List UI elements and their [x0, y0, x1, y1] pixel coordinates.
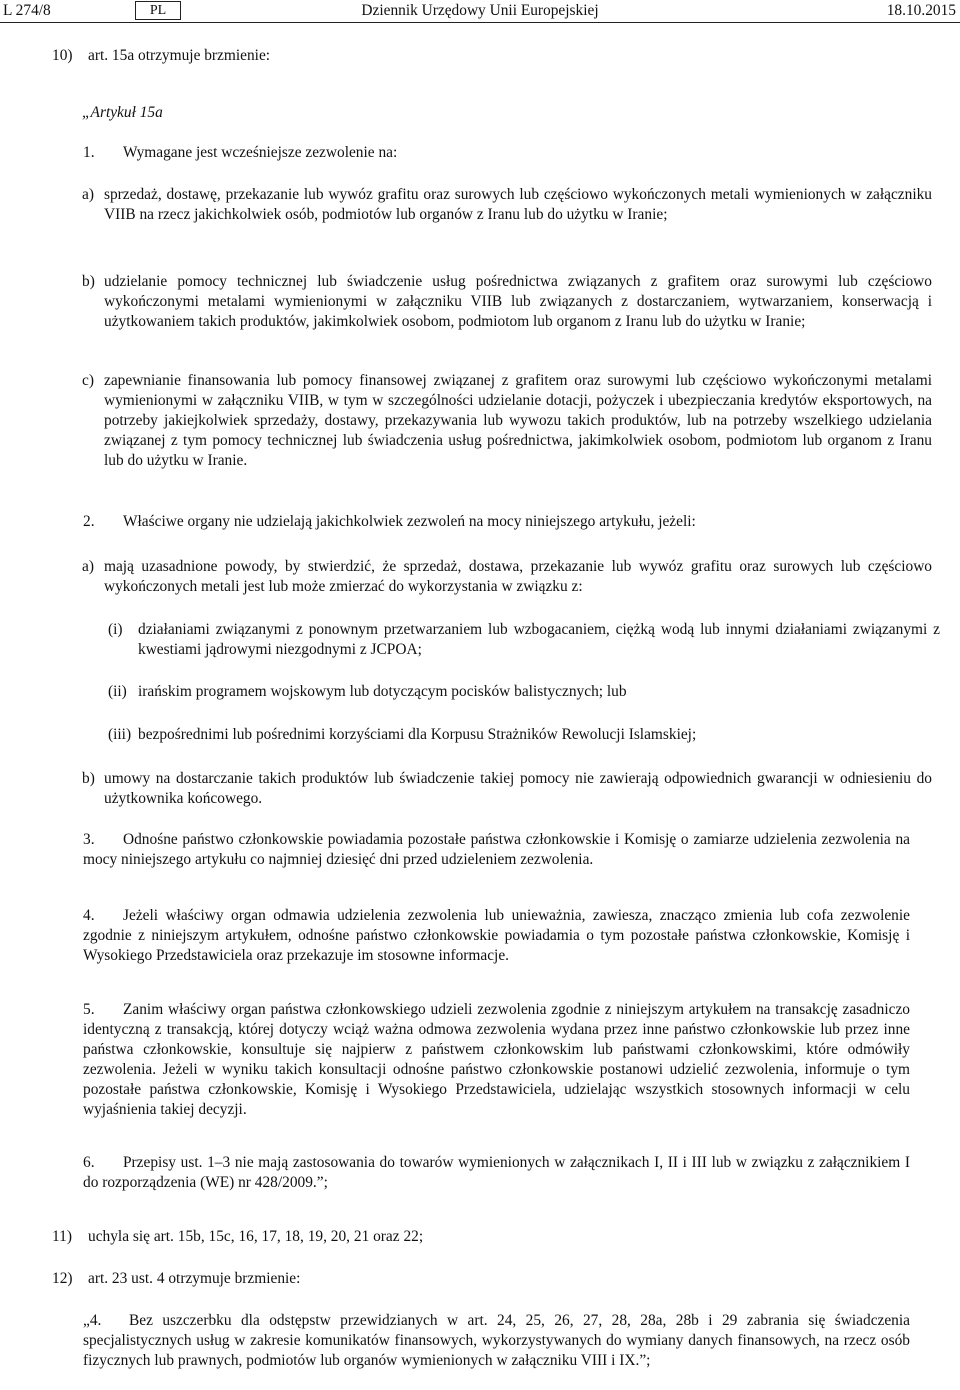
subpoint-i [108, 620, 940, 660]
language-badge: PL [135, 1, 181, 20]
point-1b [82, 272, 932, 332]
paragraph-text: Właściwe organy nie udzielają jakichkolwiek zezwoleń na mocy niniejszego artykułu, jeżeli: [123, 513, 696, 530]
paragraph-number: 4. [83, 907, 95, 924]
paragraph-text: Jeżeli właściwy organ odmawia udzielenia zezwolenia lub unieważnia, zawiesza, znacząco zmienia lub cofa zezwolenie zgodnie z niniejszym artykułem, odnośne państwo członkowskie powiadamia o tym pozostałe państwa członkowskie, Komisję i Wysokiego Przedstawiciela oraz przekazuje im stosowne informacje. [83, 907, 910, 964]
item-text: art. 15a otrzymuje brzmienie: [88, 47, 271, 64]
paragraph-1 [83, 143, 913, 163]
point-letter: a) [82, 186, 94, 203]
point-1a [82, 185, 932, 225]
point-letter: a) [82, 558, 94, 575]
point-letter: b) [82, 770, 95, 787]
article-title: „Artykuł 15a [82, 104, 163, 121]
point-text: zapewnianie finansowania lub pomocy finansowej związanej z grafitem oraz surowymi lub częściowo wykończonymi metalami wymienionymi w załączniku VIIB, w tym w szczególności udzielanie dotacji, pożyczek i ubezpieczania kredytów eksportowych, na potrzeby jakiejkolwiek sprzedaży, dostawy, przekazywania lub wywozu takich produktów, lub na potrzeby wszelkiego udzielania związanej z tym pomocy technicznej lub świadczenia usług pośrednictwa, jakimkolwiek osobom, podmiotom lub organom z Iranu lub do użytku w Iranie. [104, 372, 932, 469]
item-number: 12) [52, 1270, 73, 1287]
publication-date: 18.10.2015 [886, 2, 956, 19]
item-10-heading [52, 46, 271, 66]
point-text: mają uzasadnione powody, by stwierdzić, że sprzedaż, dostawa, przekazanie lub wywóz grafitu oraz surowych lub częściowo wykończonych metali jest lub może zmierzać do wykorzystania w związku z: [104, 558, 932, 595]
point-letter: b) [82, 273, 95, 290]
subpoint-number: (iii) [108, 726, 132, 743]
subpoint-iii [108, 725, 910, 745]
point-text: sprzedaż, dostawę, przekazanie lub wywóz grafitu oraz surowych lub częściowo wykończonych metali wymienionych w załączniku VIIB na rzecz jakichkolwiek osób, podmiotów lub organów z Iranu lub do użytku w Iranie; [104, 186, 932, 223]
header-rule [0, 22, 960, 23]
journal-title: Dziennik Urzędowy Unii Europejskiej [361, 2, 599, 19]
paragraph-number: 2. [83, 513, 95, 530]
paragraph-4 [83, 906, 910, 966]
paragraph-5 [83, 1000, 910, 1120]
point-2a [82, 557, 932, 597]
paragraph-number: 3. [83, 831, 95, 848]
paragraph-2 [83, 512, 913, 532]
page-header [0, 0, 960, 24]
item-11 [52, 1227, 424, 1247]
paragraph-6 [83, 1153, 910, 1193]
point-2b [82, 769, 932, 809]
item-12-heading [52, 1269, 301, 1289]
item-number: 11) [52, 1228, 72, 1245]
subpoint-text: działaniami związanymi z ponownym przetwarzaniem lub wzbogacaniem, ciężką wodą lub innymi działaniami związanymi z kwestiami jądrowymi niezgodnymi z JCPOA; [138, 621, 940, 658]
subpoint-text: bezpośrednimi lub pośrednimi korzyściami dla Korpusu Strażników Rewolucji Islamskiej; [138, 726, 697, 743]
paragraph-23-4 [83, 1311, 910, 1371]
paragraph-text: Zanim właściwy organ państwa członkowskiego udzieli zezwolenia zgodnie z niniejszym artykułem na transakcję zasadniczo identyczną z transakcją, której dotyczy wciąż ważna odmowa zezwolenia wydana przez inne państwo członkowskie lub przez inne państwa członkowskie, konsultuje się najpierw z państwem członkowskim lub państwami członkowskimi, które odmówiły zezwolenia. Jeżeli w wyniku takich konsultacji odnośne państwo członkowskie postanowi udzielić zezwolenia, informuje o tym pozostałe państwa członkowskie, Komisję i Wysokiego Przedstawiciela, udzielając wszystkich stosownych informacji w celu wyjaśnienia takiej decyzji. [83, 1001, 910, 1118]
item-text: art. 23 ust. 4 otrzymuje brzmienie: [88, 1270, 301, 1287]
paragraph-text: Przepisy ust. 1–3 nie mają zastosowania do towarów wymienionych w załącznikach I, II i III lub w związku z załącznikiem I do rozporządzenia (WE) nr 428/2009.”; [83, 1154, 910, 1191]
paragraph-text: Bez uszczerbku dla odstępstw przewidzianych w art. 24, 25, 26, 27, 28, 28a, 28b i 29 zabrania się świadczenia specjalistycznych usług w zakresie komunikatów finansowych, wykorzystywanych do wymiany danych finansowych, na rzecz osób fizycznych lub prawnych, podmiotów lub organów wymienionych w załączniku VIII i IX.”; [83, 1312, 910, 1369]
point-text: umowy na dostarczanie takich produktów lub świadczenie takiej pomocy nie zawierają odpowiednich gwarancji w odniesieniu do użytkownika końcowego. [104, 770, 932, 807]
paragraph-3 [83, 830, 910, 870]
subpoint-number: (ii) [108, 683, 127, 700]
point-1c [82, 371, 932, 471]
paragraph-number: „4. [83, 1312, 102, 1329]
point-text: udzielanie pomocy technicznej lub świadczenie usług pośrednictwa związanych z grafitem oraz surowymi lub częściowo wykończonymi metalami wymienionymi w załączniku VIIB lub związanych z dostarczaniem, wytwarzaniem, konserwacją i użytkowaniem takich produktów, jakimkolwiek osobom, podmiotom lub organom z Iranu lub do użytku w Iranie; [104, 273, 932, 330]
page-number: L 274/8 [3, 2, 51, 19]
paragraph-text: Odnośne państwo członkowskie powiadamia pozostałe państwa członkowskie i Komisję o zamiarze udzielenia zezwolenia na mocy niniejszego artykułu co najmniej dziesięć dni przed udzieleniem zezwolenia. [83, 831, 910, 868]
subpoint-number: (i) [108, 621, 123, 638]
subpoint-text: irańskim programem wojskowym lub dotyczącym pocisków balistycznych; lub [138, 683, 627, 700]
item-text: uchyla się art. 15b, 15c, 16, 17, 18, 19, 20, 21 oraz 22; [88, 1228, 424, 1245]
paragraph-text: Wymagane jest wcześniejsze zezwolenie na: [123, 144, 398, 161]
point-letter: c) [82, 372, 94, 389]
paragraph-number: 6. [83, 1154, 95, 1171]
item-number: 10) [52, 47, 73, 64]
subpoint-ii [108, 682, 910, 702]
paragraph-number: 1. [83, 144, 95, 161]
paragraph-number: 5. [83, 1001, 95, 1018]
